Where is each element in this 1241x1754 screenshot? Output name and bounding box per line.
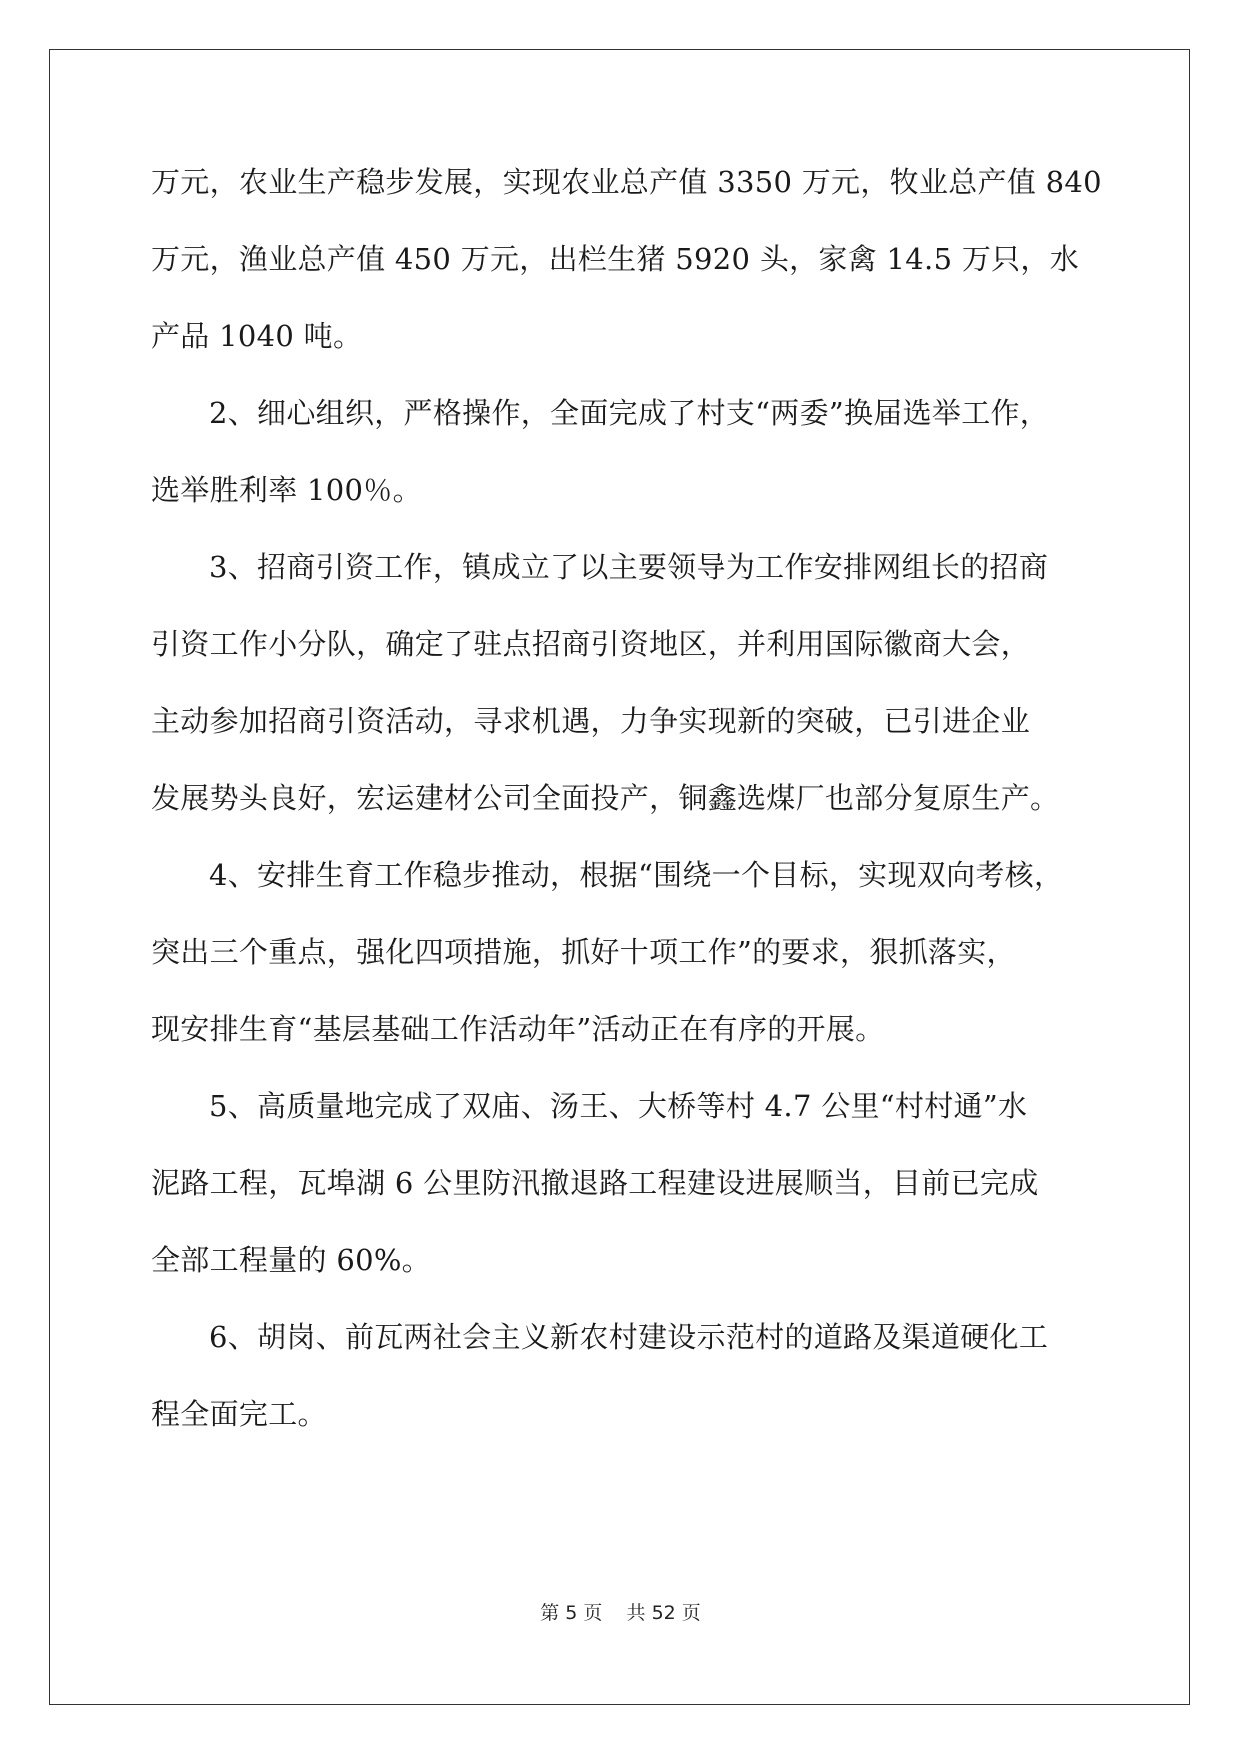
paragraph-1-line-2: 万元，渔业总产值 450 万元，出栏生猪 5920 头，家禽 14.5 万只，水 bbox=[151, 242, 1080, 276]
paragraph-1-line-3: 产品 1040 吨。 bbox=[151, 319, 363, 353]
paragraph-3-line-4: 发展势头良好，宏运建材公司全面投产，铜鑫选煤厂也部分复原生产。 bbox=[151, 781, 1060, 815]
page-footer bbox=[0, 1601, 1241, 1625]
paragraph-6-line-2: 程全面完工。 bbox=[151, 1397, 327, 1431]
paragraph-2-line-2: 选举胜利率 100％。 bbox=[151, 473, 422, 507]
paragraph-3-line-3: 主动参加招商引资活动，寻求机遇，力争实现新的突破，已引进企业 bbox=[151, 704, 1031, 738]
paragraph-6-line-1: 6、胡岗、前瓦两社会主义新农村建设示范村的道路及渠道硬化工 bbox=[209, 1320, 1049, 1354]
paragraph-4-line-2: 突出三个重点，强化四项措施，抓好十项工作”的要求，狠抓落实， bbox=[151, 935, 1016, 969]
paragraph-5-line-1: 5、高质量地完成了双庙、汤王、大桥等村 4.7 公里“村村通”水 bbox=[209, 1089, 1028, 1123]
page-total: 共 52 页 bbox=[626, 1602, 701, 1624]
paragraph-5-line-3: 全部工程量的 60%。 bbox=[151, 1243, 431, 1277]
paragraph-5-line-2: 泥路工程，瓦埠湖 6 公里防汛撤退路工程建设进展顺当，目前已完成 bbox=[151, 1166, 1039, 1200]
paragraph-2-line-1: 2、细心组织，严格操作，全面完成了村支“两委”换届选举工作， bbox=[209, 396, 1050, 430]
page-number: 第 5 页 bbox=[540, 1602, 603, 1624]
paragraph-3-line-1: 3、招商引资工作，镇成立了以主要领导为工作安排网组长的招商 bbox=[209, 550, 1049, 584]
paragraph-4-line-3: 现安排生育“基层基础工作活动年”活动正在有序的开展。 bbox=[151, 1012, 885, 1046]
paragraph-4-line-1: 4、安排生育工作稳步推动，根据“围绕一个目标，实现双向考核， bbox=[209, 858, 1064, 892]
paragraph-1-line-1: 万元，农业生产稳步发展，实现农业总产值 3350 万元，牧业总产值 840 bbox=[151, 165, 1102, 199]
paragraph-3-line-2: 引资工作小分队，确定了驻点招商引资地区，并利用国际徽商大会， bbox=[151, 627, 1031, 661]
